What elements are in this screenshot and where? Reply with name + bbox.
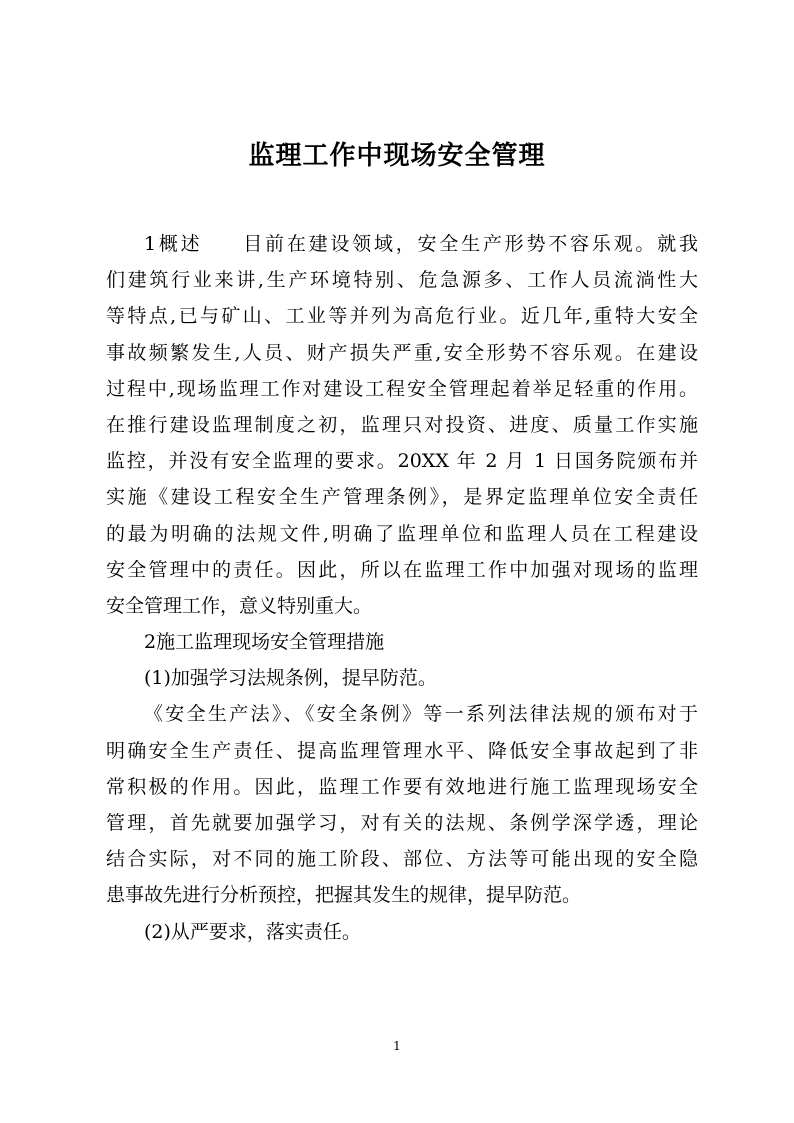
paragraph-line: 事故频繁发生,人员、财产损失严重,安全形势不容乐观。在建设 [106,341,698,364]
paragraph-line: 《安全生产法》、《安全条例》等一系列法律法规的颁布对于 [144,703,698,726]
section1-first-text: 目前在建设领域，安全生产形势不容乐观。就我 [240,233,698,255]
paragraph-line: 安全管理工作，意义特别重大。 [106,594,373,617]
paragraph-line: 的最为明确的法规文件,明确了监理单位和监理人员在工程建设 [106,522,698,545]
paragraph-line: 明确安全生产责任、提高监理管理水平、降低安全事故起到了非 [106,739,698,762]
document-body [106,226,698,950]
section1-heading: 1概述 [144,233,203,255]
section1-first-line [106,226,698,262]
section2-item1: (1)加强学习法规条例，提早防范。 [144,667,437,690]
paragraph-line: 结合实际，对不同的施工阶段、部位、方法等可能出现的安全隐 [106,848,698,871]
paragraph-line: 们建筑行业来讲,生产环境特别、危急源多、工作人员流淌性大 [106,269,698,292]
paragraph-line: 过程中,现场监理工作对建设工程安全管理起着举足轻重的作用。 [106,377,698,400]
section2-heading: 2施工监理现场安全管理措施 [144,631,385,654]
paragraph-line: 实施《建设工程安全生产管理条例》，是界定监理单位安全责任 [106,486,698,509]
paragraph-line: 在推行建设监理制度之初，监理只对投资、进度、质量工作实施 [106,413,698,436]
paragraph-line: 患事故先进行分析预控，把握其发生的规律，提早防范。 [106,884,582,907]
paragraph-line: 常积极的作用。因此，监理工作要有效地进行施工监理现场安全 [106,775,698,798]
document-title: 监理工作中现场安全管理 [248,141,546,171]
paragraph-line: 管理，首先就要加强学习，对有关的法规、条例学深学透，理论 [106,812,698,834]
section2-item2: (2)从严要求，落实责任。 [144,920,361,943]
page-number: 1 [393,1039,401,1053]
paragraph-line: 等特点,已与矿山、工业等并列为高危行业。近几年,重特大安全 [106,305,698,328]
paragraph-line: 安全管理中的责任。因此，所以在监理工作中加强对现场的监理 [106,558,698,581]
paragraph-line: 监控，并没有安全监理的要求。20XX 年 2 月 1 日国务院颁布并 [106,450,698,473]
